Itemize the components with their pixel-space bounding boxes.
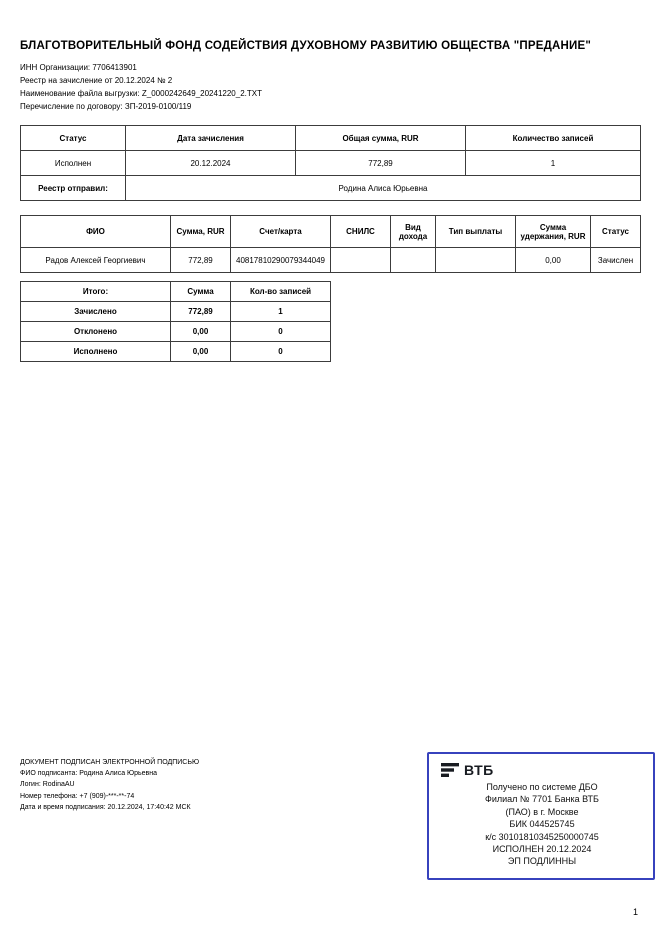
page-number: 1 <box>632 907 638 917</box>
totals-table <box>20 281 331 362</box>
totals-credited-label: Зачислено <box>21 302 171 322</box>
detail-cell-status: Зачислен <box>591 248 641 273</box>
info-line-export-file: Наименование файла выгрузки: Z_0000242649_20241220_2.TXT <box>20 89 262 98</box>
detail-header-snils: СНИЛС <box>331 216 391 248</box>
vtb-logo-wordmark: ВТБ <box>464 762 494 778</box>
vtb-logo-stripes-icon <box>441 762 461 778</box>
summary-data-row <box>21 151 641 176</box>
detail-header-withholding: Сумма удержания, RUR <box>516 216 591 248</box>
totals-rejected-sum: 0,00 <box>171 322 231 342</box>
totals-row-rejected <box>21 322 331 342</box>
summary-cell-total-sum: 772,89 <box>296 151 466 176</box>
stamp-line-bik: БИК 044525745 <box>509 819 575 830</box>
info-line-inn: ИНН Организации: 7706413901 <box>20 63 137 72</box>
bank-stamp <box>427 752 655 880</box>
totals-header-sum: Сумма <box>171 282 231 302</box>
signature-line-phone: Номер телефона: +7 (909)-***-**-74 <box>20 792 135 800</box>
summary-sender-row <box>21 176 641 201</box>
summary-header-total-sum: Общая сумма, RUR <box>296 126 466 151</box>
stamp-line-branch: Филиал № 7701 Банка ВТБ <box>485 794 599 805</box>
detail-cell-payment-type <box>436 248 516 273</box>
totals-executed-sum: 0,00 <box>171 342 231 362</box>
summary-header-record-count: Количество записей <box>466 126 641 151</box>
detail-header-fio: ФИО <box>21 216 171 248</box>
stamp-line-signature-valid: ЭП ПОДЛИННЫ <box>507 856 577 867</box>
totals-row-executed <box>21 342 331 362</box>
totals-header-count: Кол-во записей <box>231 282 331 302</box>
detail-cell-fio: Радов Алексей Георгиевич <box>21 248 171 273</box>
signature-line-login: Логин: RodinaAU <box>20 781 75 789</box>
detail-data-row <box>21 248 641 273</box>
stamp-line-executed: ИСПОЛНЕН 20.12.2024 <box>492 844 592 855</box>
detail-header-sum: Сумма, RUR <box>171 216 231 248</box>
info-line-registry: Реестр на зачисление от 20.12.2024 № 2 <box>20 76 173 85</box>
totals-credited-count: 1 <box>231 302 331 322</box>
totals-credited-sum: 772,89 <box>171 302 231 322</box>
totals-row-credited <box>21 302 331 322</box>
detail-header-account: Счет/карта <box>231 216 331 248</box>
sender-value: Родина Алиса Юрьевна <box>126 176 641 201</box>
document-info-block <box>20 61 640 113</box>
detail-header-income-type: Вид дохода <box>391 216 436 248</box>
sender-label: Реестр отправил: <box>21 176 126 201</box>
signature-line-signer: ФИО подписанта: Родина Алиса Юрьевна <box>20 770 158 778</box>
detail-cell-snils <box>331 248 391 273</box>
summary-header-status: Статус <box>21 126 126 151</box>
totals-rejected-label: Отклонено <box>21 322 171 342</box>
stamp-text-block <box>439 781 645 868</box>
detail-cell-income-type <box>391 248 436 273</box>
totals-rejected-count: 0 <box>231 322 331 342</box>
page-title: БЛАГОТВОРИТЕЛЬНЫЙ ФОНД СОДЕЙСТВИЯ ДУХОВНОМУ РАЗВИТИЮ ОБЩЕСТВА "ПРЕДАНИЕ" <box>20 40 592 52</box>
vtb-logo <box>441 761 645 779</box>
stamp-line-city: (ПАО) в г. Москве <box>505 806 579 817</box>
summary-cell-record-count: 1 <box>466 151 641 176</box>
summary-cell-date: 20.12.2024 <box>126 151 296 176</box>
signature-line-datetime: Дата и время подписания: 20.12.2024, 17:40:42 МСК <box>20 803 191 811</box>
totals-executed-count: 0 <box>231 342 331 362</box>
detail-cell-withholding: 0,00 <box>516 248 591 273</box>
summary-header-date: Дата зачисления <box>126 126 296 151</box>
totals-header-label: Итого: <box>21 282 171 302</box>
totals-header-row <box>21 282 331 302</box>
electronic-signature-block <box>20 757 199 813</box>
payments-detail-table <box>20 215 641 273</box>
signature-line-title: ДОКУМЕНТ ПОДПИСАН ЭЛЕКТРОННОЙ ПОДПИСЬЮ <box>20 759 200 766</box>
stamp-line-corr-account: к/с 30101810345250000745 <box>485 831 599 842</box>
detail-cell-sum: 772,89 <box>171 248 231 273</box>
totals-executed-label: Исполнено <box>21 342 171 362</box>
registry-summary-table <box>20 125 641 201</box>
detail-header-row <box>21 216 641 248</box>
stamp-line-received: Получено по системе ДБО <box>486 782 598 792</box>
detail-cell-account: 40817810290079344049 <box>231 248 331 273</box>
detail-header-payment-type: Тип выплаты <box>436 216 516 248</box>
info-line-contract: Перечисление по договору: ЗП-2019-0100/119 <box>20 102 192 111</box>
summary-header-row <box>21 126 641 151</box>
detail-header-status: Статус <box>591 216 641 248</box>
summary-cell-status: Исполнен <box>21 151 126 176</box>
